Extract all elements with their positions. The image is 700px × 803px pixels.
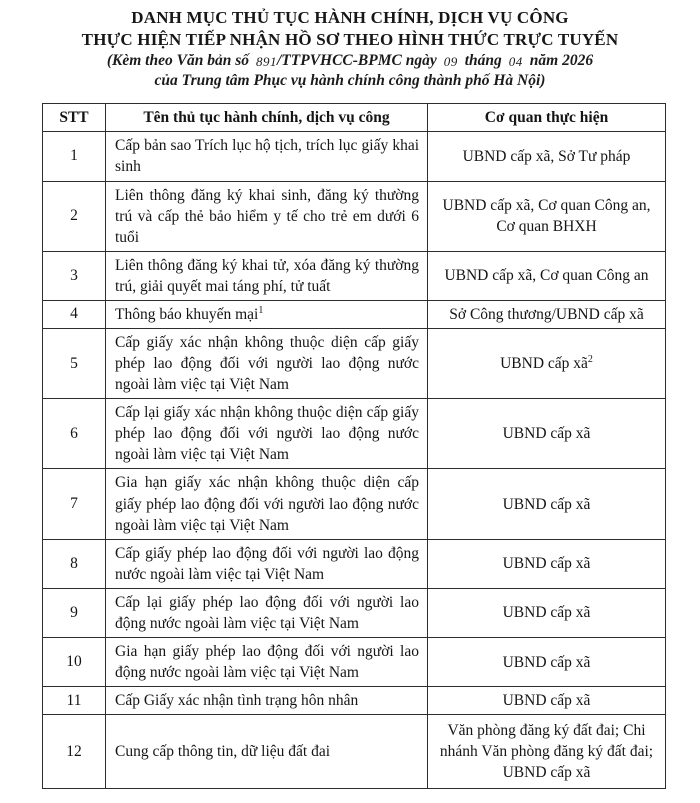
table-row xyxy=(43,469,666,539)
table-row xyxy=(43,539,666,588)
procedures-table xyxy=(42,103,666,789)
table-row xyxy=(43,132,666,181)
subtitle-line2: của Trung tâm Phục vụ hành chính công thành phố Hà Nội) xyxy=(154,72,546,90)
procedure-name-text: Cấp Giấy xác nhận tình trạng hôn nhân xyxy=(115,692,359,710)
agency-text: UBND cấp xã xyxy=(502,692,591,710)
procedure-name xyxy=(106,539,428,588)
agency-text: Văn phòng đăng ký đất đai; Chi nhánh Văn phòng đăng ký đất đai; UBND cấp xã xyxy=(439,722,654,782)
agency-text: UBND cấp xã, Cơ quan Công an xyxy=(444,267,649,285)
procedure-name-text: Liên thông đăng ký khai tử, xóa đăng ký thường trú, giải quyết mai táng phí, tử tuất xyxy=(115,256,419,295)
subtitle-prefix: (Kèm theo Văn bản số xyxy=(106,51,249,69)
subtitle-after-number: /TTPVHCC-BPMC ngày xyxy=(276,51,437,69)
row-index: 7 xyxy=(43,469,106,539)
subtitle-line1 xyxy=(0,51,700,72)
agency-text: UBND cấp xã xyxy=(502,425,591,443)
header-stt: STT xyxy=(43,104,106,132)
row-index: 5 xyxy=(43,328,106,398)
row-index: 3 xyxy=(43,251,106,300)
row-index: 9 xyxy=(43,588,106,637)
procedure-name xyxy=(106,588,428,637)
procedure-name xyxy=(106,399,428,469)
procedure-name-text: Cấp bản sao Trích lục hộ tịch, trích lục giấy khai sinh xyxy=(115,137,419,176)
agency xyxy=(428,181,666,251)
row-index: 8 xyxy=(43,539,106,588)
procedure-name-text: Cấp lại giấy xác nhận không thuộc diện cấp giấy phép lao động đối với người lao động nước ngoài làm việc tại Việt Nam xyxy=(115,404,419,464)
agency xyxy=(428,251,666,300)
table-row xyxy=(43,399,666,469)
subtitle-suffix: năm 2026 xyxy=(529,51,594,69)
table-row xyxy=(43,637,666,686)
agency xyxy=(428,469,666,539)
procedure-name xyxy=(106,469,428,539)
table-row xyxy=(43,687,666,715)
procedure-name-text: Thông báo khuyến mại xyxy=(115,305,259,323)
agency xyxy=(428,300,666,328)
table-row xyxy=(43,588,666,637)
agency xyxy=(428,687,666,715)
procedure-name xyxy=(106,132,428,181)
page-title-line2: THỰC HIỆN TIẾP NHẬN HỒ SƠ THEO HÌNH THỨC TRỰC TUYẾN xyxy=(81,29,619,49)
agency xyxy=(428,588,666,637)
document-number: 891 xyxy=(255,53,277,69)
table-row xyxy=(43,251,666,300)
row-index: 4 xyxy=(43,300,106,328)
agency xyxy=(428,637,666,686)
procedure-name-text: Cấp giấy xác nhận không thuộc diện cấp giấy phép lao động đối với người lao động nước ngoài làm việc tại Việt Nam xyxy=(115,333,419,394)
row-index: 2 xyxy=(43,181,106,251)
procedure-name-text: Liên thông đăng ký khai sinh, đăng ký thường trú và cấp thẻ bảo hiểm y tế cho trẻ em dưới 6 tuổi xyxy=(115,186,419,246)
procedure-name xyxy=(106,181,428,251)
table-row xyxy=(43,328,666,398)
header-procedure-name: Tên thủ tục hành chính, dịch vụ công xyxy=(106,104,428,132)
procedure-name-text: Gia hạn giấy phép lao động đối với người lao động nước ngoài làm việc tại Việt Nam xyxy=(115,642,419,682)
agency-text: Sở Công thương/UBND cấp xã xyxy=(449,305,644,323)
procedure-name xyxy=(106,328,428,398)
row-index: 12 xyxy=(43,715,106,789)
table-row xyxy=(43,715,666,789)
procedure-name xyxy=(106,300,428,328)
document-day: 09 xyxy=(443,53,458,69)
agency xyxy=(428,399,666,469)
row-index: 10 xyxy=(43,637,106,686)
agency xyxy=(428,539,666,588)
agency-text: UBND cấp xã xyxy=(500,355,588,373)
agency-text: UBND cấp xã xyxy=(502,555,591,573)
footnote-marker: 1 xyxy=(258,304,264,316)
procedure-name xyxy=(106,251,428,300)
agency xyxy=(428,715,666,789)
row-index: 11 xyxy=(43,687,106,715)
agency xyxy=(428,132,666,181)
agency-text: UBND cấp xã, Cơ quan Công an, Cơ quan BHXH xyxy=(442,197,651,236)
row-index: 6 xyxy=(43,399,106,469)
document-month: 04 xyxy=(508,53,523,69)
agency-text: UBND cấp xã xyxy=(502,604,591,622)
table-row xyxy=(43,300,666,328)
row-index: 1 xyxy=(43,132,106,181)
footnote-marker: 2 xyxy=(587,353,593,365)
procedure-name-text: Cấp giấy phép lao động đối với người lao động nước ngoài làm việc tại Việt Nam xyxy=(115,544,419,583)
subtitle-mid: tháng xyxy=(464,51,502,69)
procedure-name xyxy=(106,687,428,715)
agency-text: UBND cấp xã xyxy=(502,653,591,671)
agency-text: UBND cấp xã, Sở Tư pháp xyxy=(462,147,631,165)
procedure-name-text: Cung cấp thông tin, dữ liệu đất đai xyxy=(115,743,331,761)
table-header-row xyxy=(43,104,666,132)
procedure-name-text: Cấp lại giấy phép lao động đối với người lao động nước ngoài làm việc tại Việt Nam xyxy=(115,593,419,632)
agency-text: UBND cấp xã xyxy=(502,495,591,513)
procedure-name xyxy=(106,637,428,686)
header-agency: Cơ quan thực hiện xyxy=(428,104,666,132)
agency xyxy=(428,328,666,398)
page-title-line1: DANH MỤC THỦ TỤC HÀNH CHÍNH, DỊCH VỤ CÔNG xyxy=(131,8,569,27)
table-row xyxy=(43,181,666,251)
procedure-name-text: Gia hạn giấy xác nhận không thuộc diện cấp giấy phép lao động đối với người lao động nước ngoài làm việc tại Việt Nam xyxy=(115,474,419,534)
procedure-name xyxy=(106,715,428,789)
